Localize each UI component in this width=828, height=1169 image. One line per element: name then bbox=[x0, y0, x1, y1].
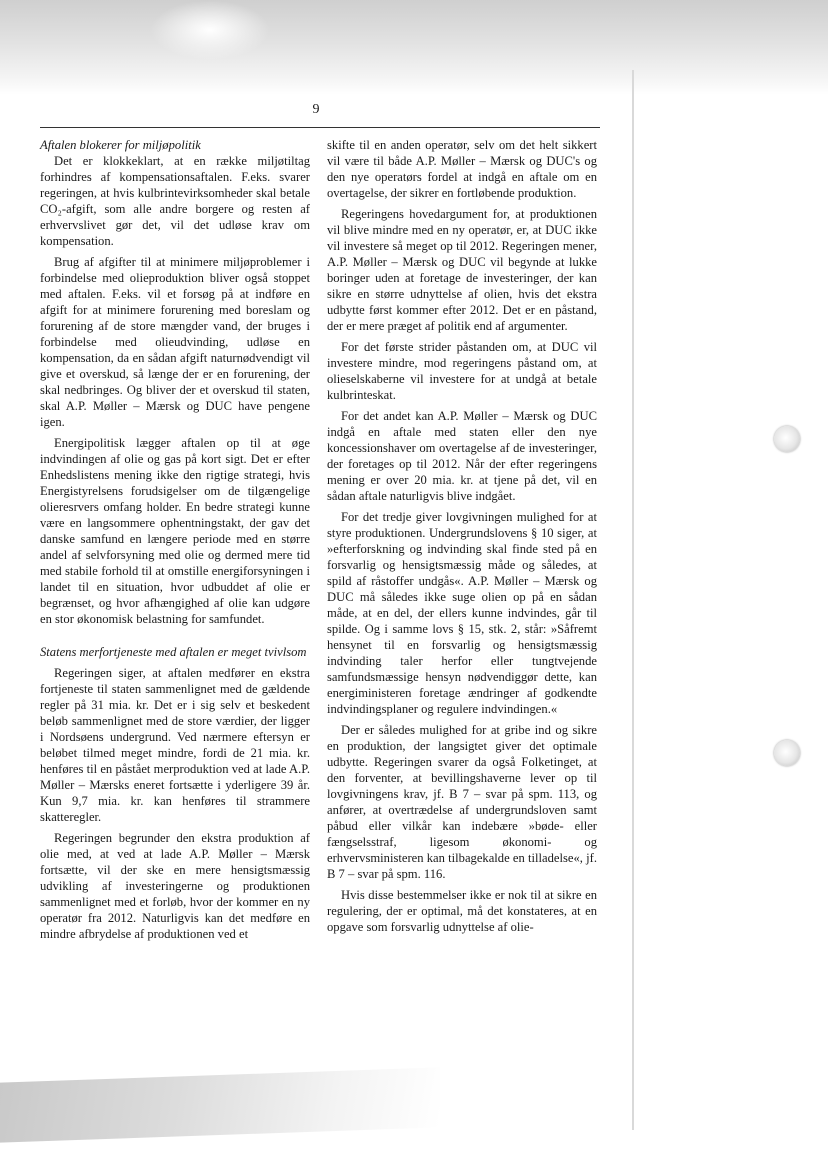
punch-hole-lower bbox=[774, 740, 800, 766]
paragraph: Regeringens hovedargument for, at produktionen vil blive mindre med en ny operatør, er, at DUC ikke vil investere så meget op til 2012. Regeringen mener, A.P. Møller – Mærsk og DUC vil begynde at lukke boringer uden at foretage de investeringer, der kan sikre en større udnyttelse af olien, hvis det ekstra udbytte først kommer efter 2012. Det er en påstand, der er mere præget af politik end af argumenter. bbox=[327, 207, 597, 333]
paragraph: skifte til en anden operatør, selv om det helt sikkert vil være til både A.P. Møller – Mærsk og DUC's og den nye operatørs fordel at indgå en aftale om en overtagelse, der sikrer en fortløbende produktion. bbox=[327, 138, 597, 200]
scan-shadow-bottom bbox=[0, 1067, 440, 1142]
paragraph: For det tredje giver lovgivningen mulighed for at styre produktionen. Undergrundslovens § 10 siger, at »efterforskning og indvinding skal finde sted på en forsvarlig og hensigtsmæssig måde og således, at spild af råstoffer undgås«. A.P. Møller – Mærsk og DUC må således ikke suge olien op på en sådan måde, at en del, der ellers kunne indvindes, går til spilde. Og i samme lovs § 15, stk. 2, står: »Såfremt hensynet til en forsvarlig og hensigtsmæssig indvinding taler herfor eller tungtvejende samfundsmæssige hensyn nødvendiggør dette, kan energiministeren foretage ændringer af godkendte indvindingsplaner og regulere indvindingen.« bbox=[327, 510, 597, 716]
page-number: 9 bbox=[312, 102, 320, 117]
paragraph: Regeringen siger, at aftalen medfører en ekstra fortjeneste til staten sammenlignet med de gældende regler på 31 mia. kr. Det er i sig selv et beskedent beløb sammenlignet med de store værdier, der ligger i Nordsøens undergrund. Ved nærmere eftersyn er beløbet tilmed meget mindre, fordi de 21 mia. kr. henføres til en påstået merproduktion ved at lade A.P. Møller – Mærsks eneret fortsætte i yderligere 39 år. Kun 9,7 mia. kr. kan henføres til strammere skatteregler. bbox=[40, 666, 310, 824]
punch-hole-upper bbox=[774, 426, 800, 452]
left-column bbox=[40, 137, 310, 947]
header-rule bbox=[40, 127, 600, 128]
paragraph: Energipolitisk lægger aftalen op til at øge indvindingen af olie og gas på kort sigt. Det er efter Enhedslistens mening ikke den rigtige strategi, hvis Energistyrelsens forudsigelser om de tilgængelige olieresrvers omfang holder. En bedre strategi kunne være en langsommere ophentningstakt, der gav det danske samfund en længere periode med en større andel af selvforsyning med olie og dermed mere tid med stabile forhold til at omstille energiforsyningen i landet til en situation, hvor udbuddet af olie er begrænset, og hvor afhængighed af olie kan udgøre en stor økonomisk belastning for samfundet. bbox=[40, 436, 310, 626]
paragraph: Det er klokkeklart, at en række miljøtiltag forhindres af kompensationsaftalen. F.eks. svarer regeringen, at hvis kulbrintevirksomheder skal betale CO₂-afgift, som alle andre borgere og resten af erhvervslivet gør det, vil det udløse krav om kompensation. bbox=[40, 154, 310, 248]
paragraph: Der er således mulighed for at gribe ind og sikre en produktion, der langsigtet giver det optimale udbytte. Regeringen svarer da også Folketinget, at den forventer, at bevillingshaverne lever op til lovgivningens krav, jf. B 7 – svar på spm. 113, og anfører, at overtrædelse af undergrundsloven samt påbud eller vilkår kan indebære »bøde- eller fængselsstraf, ligesom økonomi- og erhvervsministeren kan tilbagekalde en tilladelse«, jf. B 7 – svar på spm. 116. bbox=[327, 723, 597, 881]
paragraph: Hvis disse bestemmelser ikke er nok til at sikre en regulering, der er optimal, må det konstateres, at en opgave som forsvarlig udnyttelse af olie- bbox=[327, 888, 597, 934]
section-heading: Statens merfortjeneste med aftalen er meget tvivlsom bbox=[40, 645, 307, 659]
paragraph: Brug af afgifter til at minimere miljøproblemer i forbindelse med olieproduktion bliver også stoppet med aftalen. F.eks. vil et forsøg på at indføre en afgift for at minimere forurening med boreslam og forurening af de store mængder vand, der bruges i forbindelse med olieudvinding, udløse en kompensation, da en sådan afgift naturnødvendigt vil give et overskud, så længe der er en forurening, der skal nedbringes. Og bliver der et overskud til staten, skal A.P. Møller – Mærsk og DUC have pengene igen. bbox=[40, 255, 310, 429]
paragraph: For det første strider påstanden om, at DUC vil investere mindre, mod regeringens påstand om, at olieselskaberne vil investere for at undgå at betale kulbrinteskat. bbox=[327, 340, 597, 402]
right-column bbox=[327, 137, 597, 940]
paragraph: Regeringen begrunder den ekstra produktion af olie med, at ved at lade A.P. Møller – Mærsk fortsætte, vil der ske en mere hensigtsmæssig udvikling af investeringerne og produktionen sammenlignet med et forløb, hvor der kommer en ny operatør fra 2012. Naturligvis kan det medføre en mindre afbrydelse af produktionen ved et bbox=[40, 831, 310, 941]
paragraph: For det andet kan A.P. Møller – Mærsk og DUC indgå en aftale med staten eller den nye koncessionshaver om overtagelse af de investeringer, der foretages op til 2012. Når der efter regeringens mening er over 20 mia. kr. at tjene på det, vil en sådan aftale naturligvis blive indgået. bbox=[327, 409, 597, 503]
scan-shadow-top bbox=[0, 0, 828, 95]
scan-highlight bbox=[150, 0, 270, 60]
page-edge bbox=[632, 70, 634, 1130]
section-heading: Aftalen blokerer for miljøpolitik bbox=[40, 138, 201, 152]
